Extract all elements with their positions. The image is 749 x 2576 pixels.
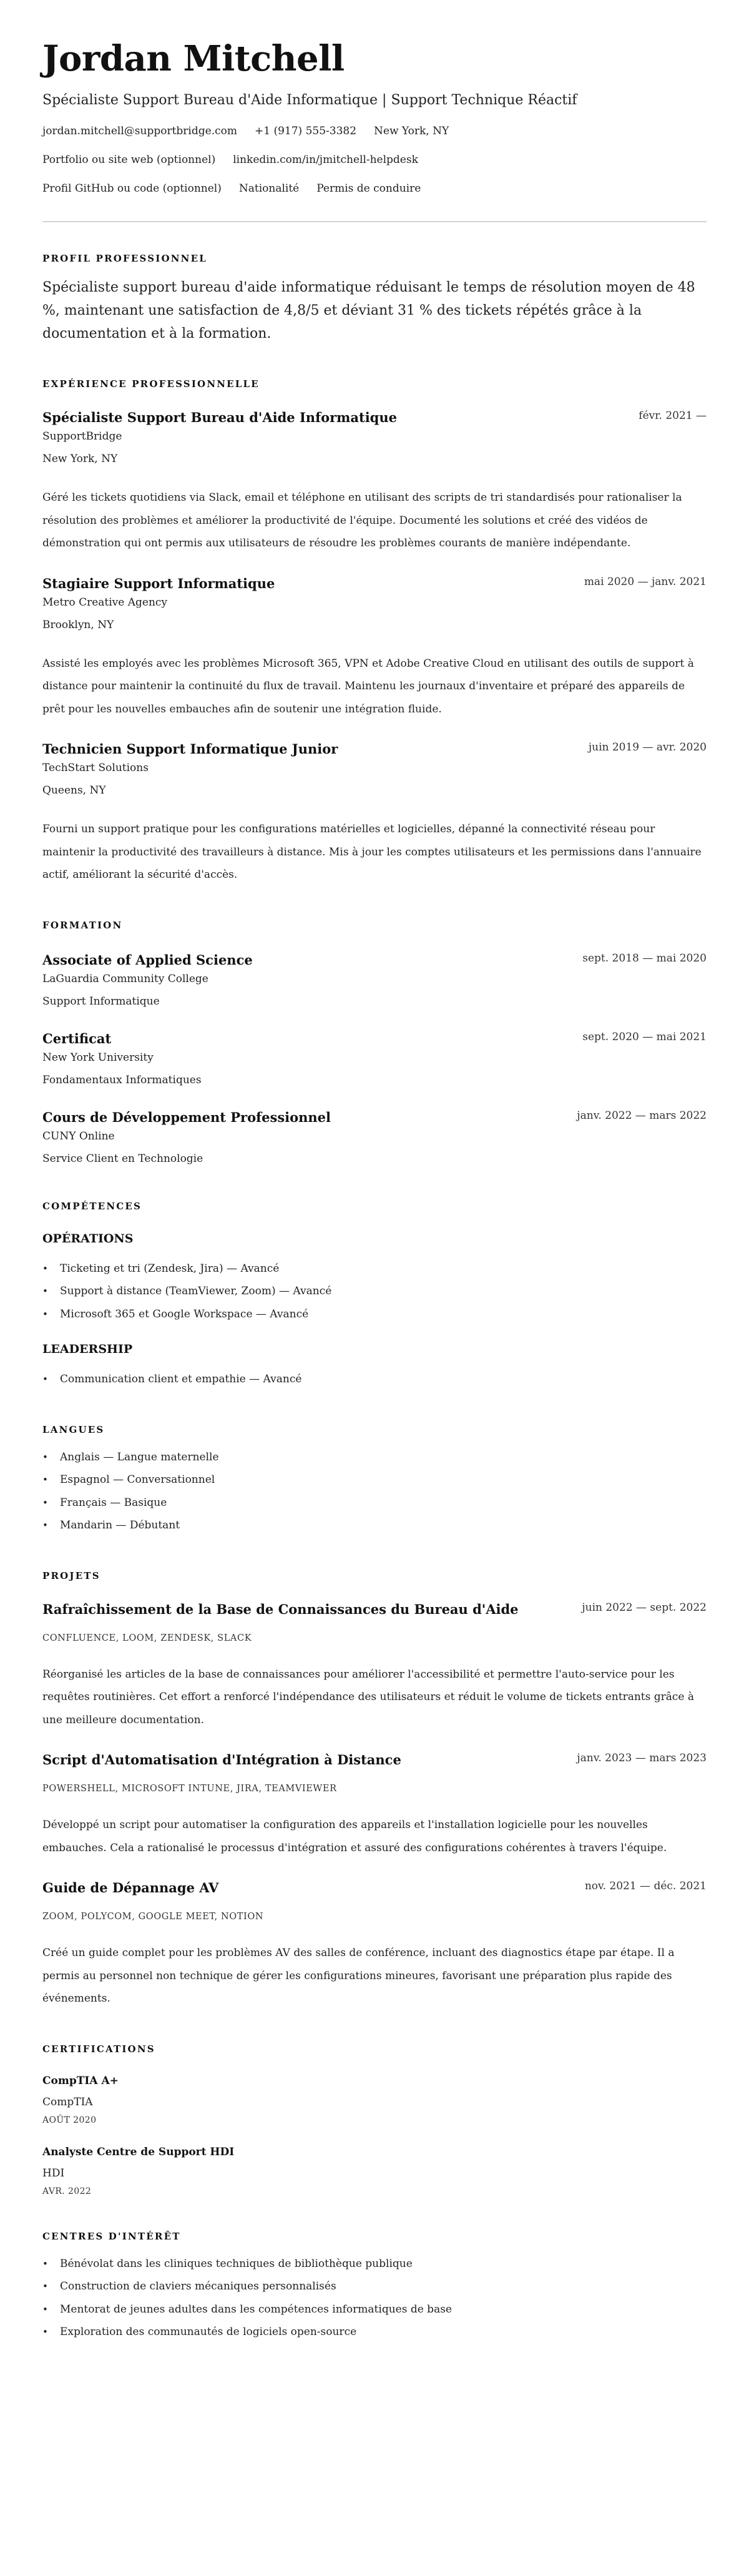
skill-list — [42, 1368, 707, 1391]
education-date: janv. 2022 — mars 2022 — [577, 1109, 707, 1122]
job-location: New York, NY — [42, 453, 118, 465]
education-date: sept. 2020 — mai 2021 — [582, 1030, 707, 1043]
experience-entry — [42, 574, 707, 721]
interest-list — [42, 2253, 707, 2344]
project-date: janv. 2023 — mars 2023 — [577, 1752, 707, 1764]
language-item: • Mandarin — Débutant — [42, 1514, 707, 1537]
project-tech-stack: POWERSHELL, MICROSOFT INTUNE, JIRA, TEAMVIEWER — [42, 1784, 337, 1794]
experience-entry — [42, 408, 707, 555]
project-description: Réorganisé les articles de la base de connaissances pour améliorer l'accessibilité et permettre l'auto-service pour les requêtes routinières. Cet effort a renforcé l'indépendance des utilisateurs et réduit le volume de tickets entrants grâce à une meilleure documentation. — [42, 1668, 695, 1726]
job-location: Queens, NY — [42, 784, 106, 797]
field-of-study: Support Informatique — [42, 995, 160, 1008]
project-description: Développé un script pour automatiser la configuration des appareils et l'installation logicielle pour les nouvelles embauches. Cela a rationalisé le processus d'intégration et assuré des configurations cohérentes à travers l'équipe. — [42, 1819, 667, 1854]
contact-row-2 — [42, 152, 707, 167]
language-item: • Français — Basique — [42, 1492, 707, 1515]
section-projects — [42, 1570, 707, 2010]
interest-item: • Exploration des communautés de logiciels open-source — [42, 2321, 707, 2344]
language-item: • Espagnol — Conversationnel — [42, 1468, 707, 1492]
section-title: PROJETS — [42, 1570, 100, 1581]
interest-item: • Construction de claviers mécaniques personnalisés — [42, 2275, 707, 2298]
language-list — [42, 1446, 707, 1537]
skill-item: • Microsoft 365 et Google Workspace — Avancé — [42, 1303, 707, 1326]
education-date: sept. 2018 — mai 2020 — [582, 951, 707, 965]
job-title: Spécialiste Support Bureau d'Aide Informatique — [42, 410, 397, 425]
portfolio-link[interactable]: Portfolio ou site web (optionnel) — [42, 154, 216, 166]
field-of-study: Service Client en Technologie — [42, 1152, 203, 1165]
project-title: Guide de Dépannage AV — [42, 1880, 219, 1895]
linkedin-link[interactable]: linkedin.com/in/jmitchell-helpdesk — [233, 154, 418, 166]
job-description: Assisté les employés avec les problèmes Microsoft 365, VPN et Adobe Creative Cloud en utilisant des outils de support à distance pour maintenir la continuité du flux de travail. Maintenu les journaux d'inventaire et préparé des appareils de prêt pour les nouvelles embauches afin de soutenir une intégration fluide. — [42, 657, 694, 715]
job-description: Fourni un support pratique pour les configurations matérielles et logicielles, dépanné la connectivité réseau pour maintenir la productivité des travailleurs à distance. Mis à jour les comptes utilisateurs et les permissions dans l'annuaire actif, améliorant la sécurité d'accès. — [42, 823, 702, 881]
certification-entry — [42, 2144, 707, 2198]
education-entry — [42, 950, 707, 1010]
drivers-license: Permis de conduire — [316, 182, 421, 195]
header-divider — [42, 221, 707, 222]
skill-item: • Communication client et empathie — Avancé — [42, 1368, 707, 1391]
certification-name: CompTIA A+ — [42, 2074, 119, 2087]
phone-link[interactable]: +1 (917) 555-3382 — [254, 125, 357, 137]
interest-item: • Mentorat de jeunes adultes dans les compétences informatiques de base — [42, 2298, 707, 2321]
school-name: CUNY Online — [42, 1129, 115, 1143]
skill-item: • Ticketing et tri (Zendesk, Jira) — Avancé — [42, 1257, 707, 1281]
job-date: févr. 2021 — — [639, 410, 707, 422]
language-item: • Anglais — Langue maternelle — [42, 1446, 707, 1469]
degree-title: Associate of Applied Science — [42, 951, 253, 968]
section-title: LANGUES — [42, 1423, 105, 1435]
project-date: nov. 2021 — déc. 2021 — [584, 1880, 707, 1892]
resume-header — [42, 36, 707, 222]
section-title: FORMATION — [42, 919, 123, 931]
experience-entry — [42, 739, 707, 887]
project-tech-stack: ZOOM, POLYCOM, GOOGLE MEET, NOTION — [42, 1912, 264, 1922]
project-date: juin 2022 — sept. 2022 — [582, 1601, 707, 1614]
field-of-study: Fondamentaux Informatiques — [42, 1073, 202, 1086]
headline: Spécialiste Support Bureau d'Aide Informatique | Support Technique Réactif — [42, 92, 577, 108]
section-title: PROFIL PROFESSIONNEL — [42, 253, 207, 264]
section-skills — [42, 1200, 707, 1391]
section-interests — [42, 2230, 707, 2344]
skill-list — [42, 1257, 707, 1326]
company-name: Metro Creative Agency — [42, 596, 168, 609]
certification-issuer: CompTIA — [42, 2095, 93, 2108]
project-entry — [42, 1878, 707, 2010]
summary-text: Spécialiste support bureau d'aide informatique réduisant le temps de résolution moyen de 48 %, maintenant une satisfaction de 4,8/5 et déviant 31 % des tickets répétés grâce à la documentation et à la formation. — [42, 280, 695, 342]
school-name: LaGuardia Community College — [42, 972, 208, 985]
education-entry — [42, 1029, 707, 1089]
job-title: Stagiaire Support Informatique — [42, 575, 275, 591]
certification-date: AOÛT 2020 — [42, 2115, 97, 2125]
school-name: New York University — [42, 1051, 154, 1064]
nationality: Nationalité — [238, 182, 300, 195]
github-link[interactable]: Profil GitHub ou code (optionnel) — [42, 182, 222, 195]
certification-name: Analyste Centre de Support HDI — [42, 2145, 235, 2158]
education-entry — [42, 1108, 707, 1168]
skill-group-title: LEADERSHIP — [42, 1342, 133, 1356]
section-experience — [42, 378, 707, 887]
project-description: Créé un guide complet pour les problèmes AV des salles de conférence, incluant des diagnostics étape par étape. Il a permis au personnel non technique de gérer les configurations mineures, favorisant une préparation plus rapide des événements. — [42, 1947, 675, 2005]
certification-date: AVR. 2022 — [42, 2186, 92, 2196]
section-title: CENTRES D'INTÉRÊT — [42, 2230, 181, 2242]
section-summary — [42, 252, 707, 345]
section-title: COMPÉTENCES — [42, 1200, 142, 1212]
location: New York, NY — [374, 125, 449, 137]
contact-row-1 — [42, 124, 707, 139]
company-name: TechStart Solutions — [42, 762, 149, 774]
job-location: Brooklyn, NY — [42, 618, 114, 631]
certification-entry — [42, 2073, 707, 2126]
candidate-name: Jordan Mitchell — [42, 38, 345, 79]
job-title: Technicien Support Informatique Junior — [42, 741, 338, 757]
degree-title: Certificat — [42, 1030, 112, 1046]
certification-issuer: HDI — [42, 2166, 65, 2180]
section-title: CERTIFICATIONS — [42, 2043, 155, 2055]
job-date: mai 2020 — janv. 2021 — [584, 575, 707, 588]
section-certifications — [42, 2043, 707, 2198]
job-description: Géré les tickets quotidiens via Slack, email et téléphone en utilisant des scripts de tri standardisés pour rationaliser la résolution des problèmes et améliorer la productivité de l'équipe. Documenté les solutions et créé des vidéos de démonstration qui ont permis aux utilisateurs de résoudre les problèmes courants de manière indépendante. — [42, 491, 682, 549]
section-education — [42, 919, 707, 1168]
contact-row-3 — [42, 181, 707, 196]
skill-item: • Support à distance (TeamViewer, Zoom) — Avancé — [42, 1280, 707, 1303]
section-title: EXPÉRIENCE PROFESSIONNELLE — [42, 378, 260, 390]
section-languages — [42, 1423, 707, 1537]
job-date: juin 2019 — avr. 2020 — [588, 741, 707, 754]
project-title: Script d'Automatisation d'Intégration à Distance — [42, 1752, 401, 1767]
project-entry — [42, 1600, 707, 1732]
skill-group-title: OPÉRATIONS — [42, 1231, 134, 1246]
project-tech-stack: CONFLUENCE, LOOM, ZENDESK, SLACK — [42, 1633, 252, 1643]
project-title: Rafraîchissement de la Base de Connaissances du Bureau d'Aide — [42, 1601, 519, 1617]
interest-item: • Bénévolat dans les cliniques techniques de bibliothèque publique — [42, 2253, 707, 2276]
degree-title: Cours de Développement Professionnel — [42, 1109, 331, 1125]
email-link[interactable]: jordan.mitchell@supportbridge.com — [42, 125, 237, 137]
project-entry — [42, 1750, 707, 1859]
company-name: SupportBridge — [42, 430, 122, 443]
